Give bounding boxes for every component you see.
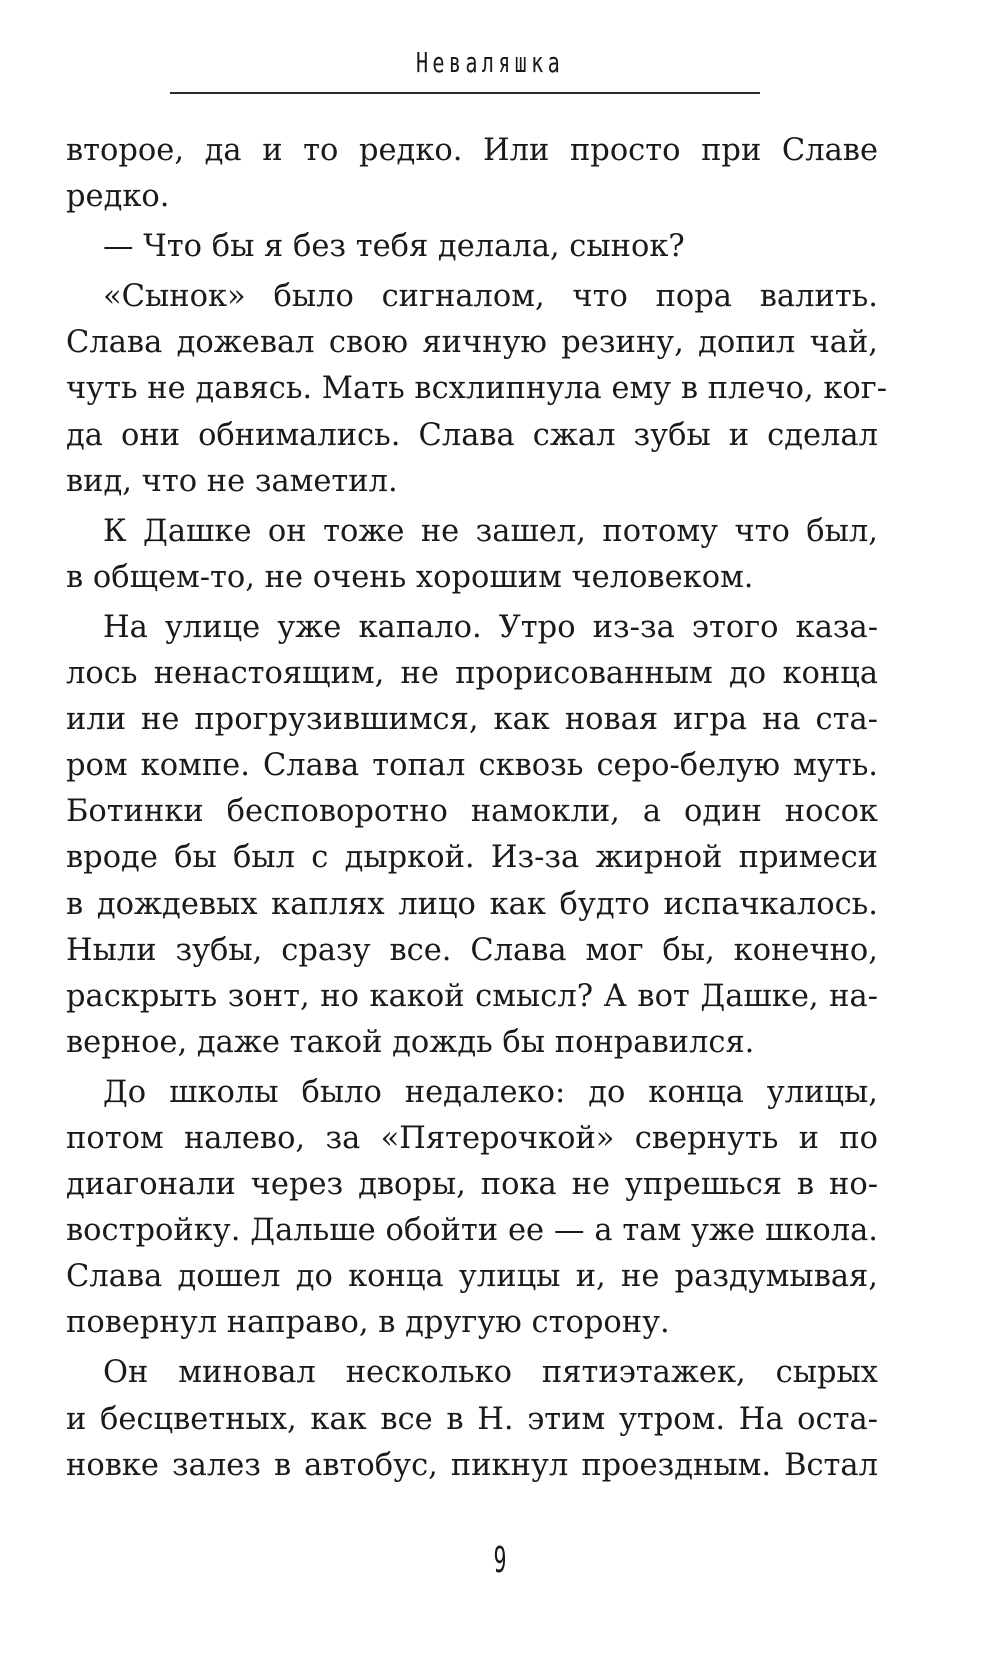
text-line: второе, да и то редко. Или просто при Славе (66, 133, 878, 168)
text-line: К Дашке он тоже не зашел, потому что был, (103, 513, 878, 549)
text-line: Он миновал несколько пятиэтажек, сырых (103, 1355, 878, 1391)
page-number: 9 (493, 1540, 507, 1581)
text-line: — Что бы я без тебя делала, сынок? (103, 229, 685, 265)
text-line: Слава дошел до конца улицы и, не раздумывая, (66, 1259, 878, 1295)
text-line: повернул направо, в другую сторону. (66, 1305, 670, 1341)
text-line: вроде бы был с дыркой. Из-за жирной примеси (66, 840, 878, 876)
text-line: На улице уже капало. Утро из-за этого каза- (103, 609, 878, 645)
text-line: вид, что не заметил. (66, 463, 398, 499)
text-line: востройку. Дальше обойти ее — а там уже школа. (66, 1213, 878, 1249)
text-line: верное, даже такой дождь бы понравился. (66, 1024, 755, 1060)
body-text (66, 128, 888, 1489)
text-line: Слава дожевал свою яичную резину, допил чай, (66, 325, 878, 361)
text-line: или не прогрузившимся, как новая игра на ста- (66, 702, 878, 738)
text-line: и бесцветных, как все в Н. этим утром. На оста- (66, 1401, 878, 1437)
text-line: в общем-то, не очень хорошим человеком. (66, 559, 754, 595)
text-line: раскрыть зонт, но какой смысл? А вот Дашке, на- (66, 978, 878, 1014)
text-line: лось ненастоящим, не прорисованным до конца (66, 656, 878, 692)
text-line: До школы было недалеко: до конца улицы, (103, 1074, 878, 1110)
text-line: редко. (66, 179, 170, 215)
text-line: «Сынок» было сигналом, что пора валить. (103, 279, 878, 315)
text-line: Ныли зубы, сразу все. Слава мог бы, конечно, (66, 932, 878, 968)
text-line: диагонали через дворы, пока не упрешься в но- (66, 1167, 878, 1203)
text-line: Ботинки бесповоротно намокли, а один носок (66, 794, 878, 830)
text-line: ром компе. Слава топал сквозь серо-белую муть. (66, 748, 878, 784)
text-line: новке залез в автобус, пикнул проездным. Встал (66, 1447, 878, 1483)
header-rule (170, 92, 760, 94)
text-line: чуть не давясь. Мать всхлипнула ему в плечо, ког- (66, 371, 888, 407)
running-header-title: Неваляшка (415, 46, 565, 79)
text-line: в дождевых каплях лицо как будто испачкалось. (66, 886, 878, 922)
text-line: потом налево, за «Пятерочкой» свернуть и по (66, 1120, 878, 1156)
text-line: да они обнимались. Слава сжал зубы и сделал (66, 417, 878, 453)
